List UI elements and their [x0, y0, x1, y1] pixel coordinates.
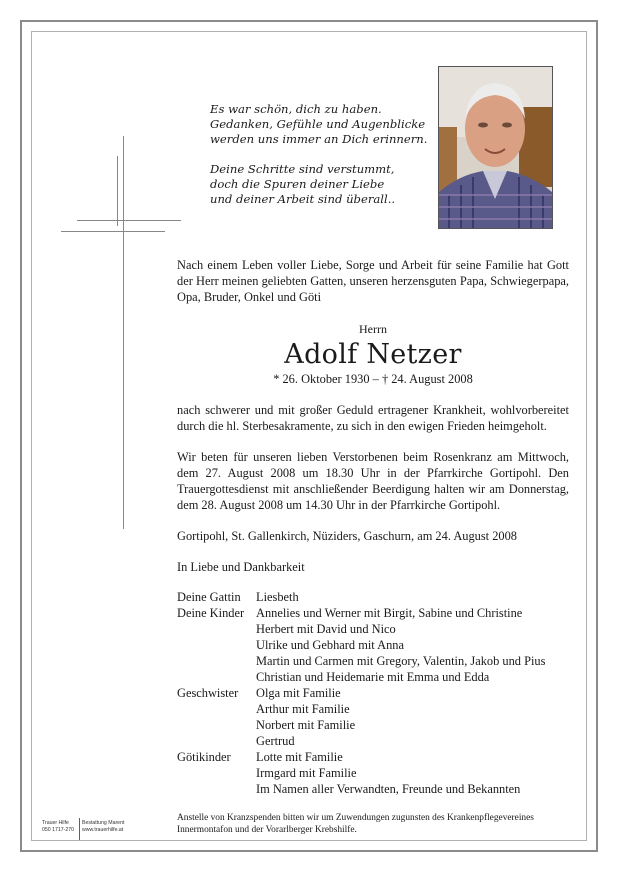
portrait-illustration [439, 67, 552, 228]
relative-entry: Gertrud [256, 734, 295, 748]
cross-vertical-line [123, 136, 124, 529]
funeral-service-logo [42, 818, 137, 840]
relative-entry: Olga mit Familie [256, 686, 341, 700]
poem-line: werden uns immer an Dich erinnern. [210, 132, 428, 146]
deceased-name: Adolf Netzer [284, 339, 462, 370]
cross-horizontal-line-lower [61, 231, 165, 232]
main-text [177, 257, 569, 797]
relatives-role: Deine Kinder [177, 606, 245, 620]
relatives-names [256, 589, 569, 605]
poem-stanza [210, 162, 430, 207]
relative-entry: Christian und Heidemarie mit Emma und Edda [256, 670, 490, 684]
donation-note: Anstelle von Kranzspenden bitten wir um Zuwendungen zugunsten des Krankenpflegevereines Innermontafon und der Vorarlberger Krebshilfe. [177, 813, 534, 835]
relatives-role: Götikinder [177, 750, 231, 764]
life-dates: * 26. Oktober 1930 – † 24. August 2008 [273, 372, 473, 386]
salutation: Herrn [359, 322, 387, 336]
relatives-names [256, 749, 569, 797]
portrait-photo [438, 66, 553, 229]
poem-stanza [210, 102, 430, 147]
logo-brand: Trauer Hilfe [42, 820, 69, 826]
death-paragraph: nach schwerer und mit großer Geduld ertragener Krankheit, wohlvorbereitet durch die hl. Sterbesakramente, zu sich in den ewigen Frieden heimgeholt. [177, 403, 569, 433]
intro-paragraph: Nach einem Leben voller Liebe, Sorge und Arbeit für seine Familie hat Gott der Herr meinen geliebten Gatten, unseren herzensguten Papa, Schwiegerpapa, Opa, Bruder, Onkel und Göti [177, 258, 569, 304]
logo-phone: 050 1717-270 [42, 827, 75, 833]
poem-line: Gedanken, Gefühle und Augenblicke [210, 117, 426, 131]
logo-right-column [82, 820, 124, 834]
relative-entry: Irmgard mit Familie [256, 766, 357, 780]
service-paragraph: Wir beten für unseren lieben Verstorbenen beim Rosenkranz am Mittwoch, dem 27. August 2008 um 18.30 Uhr in der Pfarrkirche Gortipohl. Den Trauergottesdienst mit anschließender Beerdigung halten wir am Donnerstag, dem 28. August 2008 um 14.30 Uhr in der Pfarrkirche Gortipohl. [177, 450, 569, 512]
place-date: Gortipohl, St. Gallenkirch, Nüziders, Gaschurn, am 24. August 2008 [177, 529, 518, 543]
relative-entry: Annelies und Werner mit Birgit, Sabine und Christine [256, 606, 523, 620]
cross-vertical-line-short [117, 156, 118, 226]
relatives-group [177, 605, 569, 685]
relative-entry: Ulrike und Gebhard mit Anna [256, 638, 404, 652]
poem-line: doch die Spuren deiner Liebe [210, 177, 385, 191]
relative-entry: Im Namen aller Verwandten, Freunde und Bekannten [256, 782, 521, 796]
relative-entry: Norbert mit Familie [256, 718, 356, 732]
relatives-names [256, 605, 569, 685]
poem-line: Deine Schritte sind verstummt, [210, 162, 395, 176]
poem-line: und deiner Arbeit sind überall.. [210, 192, 396, 206]
relative-entry: Martin und Carmen mit Gregory, Valentin, Jakob und Pius [256, 654, 546, 668]
cross-horizontal-line-upper [77, 220, 181, 221]
relatives-group [177, 589, 569, 605]
poem-line: Es war schön, dich zu haben. [210, 102, 382, 116]
relative-entry: Liesbeth [256, 590, 299, 604]
poem [210, 102, 430, 222]
logo-left-column [42, 820, 74, 834]
relatives-role: Deine Gattin [177, 590, 241, 604]
logo-divider [79, 818, 80, 840]
relatives-names [256, 685, 569, 749]
relative-entry: Lotte mit Familie [256, 750, 343, 764]
relative-entry: Herbert mit David und Nico [256, 622, 396, 636]
relatives-list [177, 589, 569, 797]
relatives-role: Geschwister [177, 686, 239, 700]
logo-company: Bestattung Marent [82, 820, 125, 826]
relative-entry: Arthur mit Familie [256, 702, 350, 716]
logo-website: www.trauerhilfe.at [82, 827, 124, 833]
closing-line: In Liebe und Dankbarkeit [177, 560, 305, 574]
relatives-group [177, 685, 569, 749]
relatives-group [177, 749, 569, 797]
